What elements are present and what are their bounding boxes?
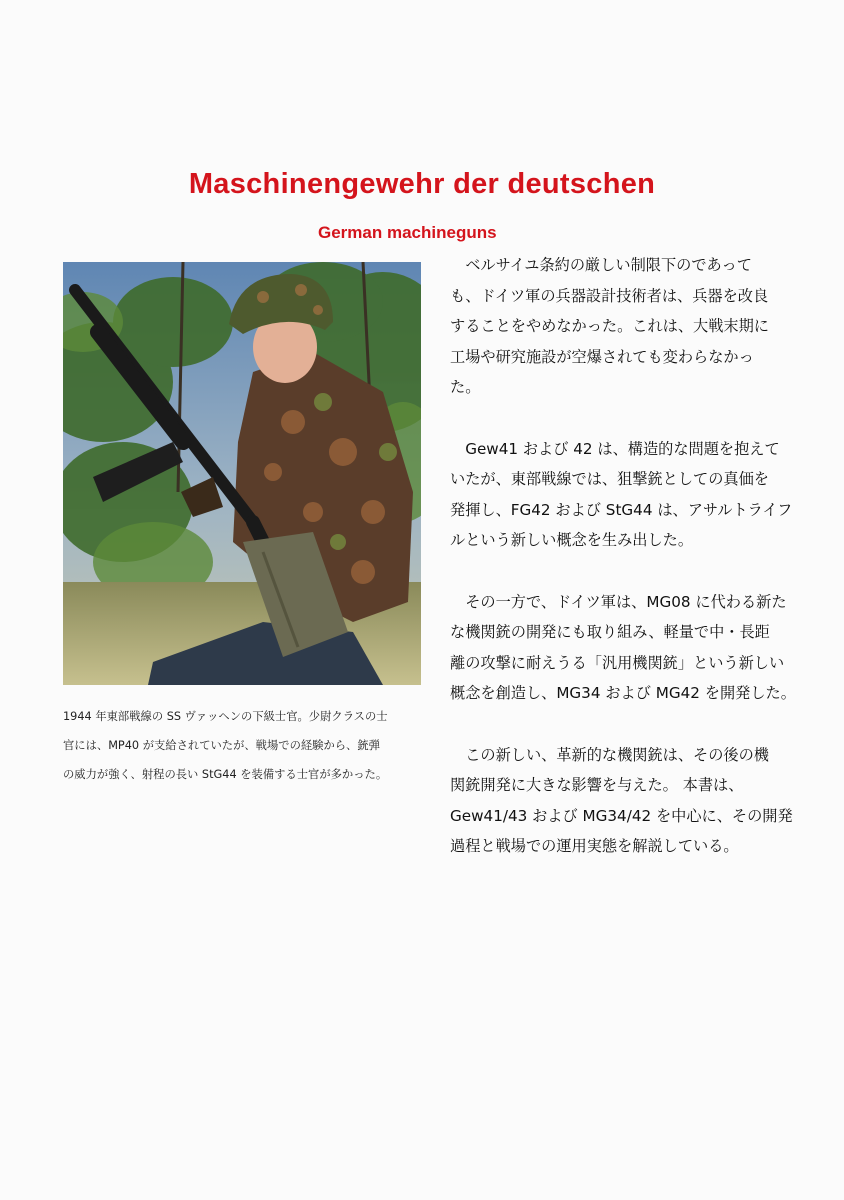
page-subtitle [0, 223, 844, 243]
text-line: Gew41/43 および MG34/42 を中心に、その開発 [450, 806, 793, 825]
caption-line: 1944 年東部戦線の SS ヴァッヘンの下級士官。少尉クラスの士 [63, 710, 388, 723]
text-line: 離の攻撃に耐えうる「汎用機関銃」という新しい [450, 653, 785, 672]
paragraph [450, 250, 810, 403]
text-line: た。 [450, 378, 481, 397]
text-line: 過程と戦場での運用実態を解説している。 [450, 837, 739, 856]
text-line: することをやめなかった。これは、大戦末期に [450, 317, 769, 336]
text-line: 工場や研究施設が空爆されても変わらなかっ [450, 347, 754, 366]
text-line: Gew41 および 42 は、構造的な問題を抱えて [450, 439, 780, 458]
photo-caption [63, 702, 431, 789]
text-line: ベルサイユ条約の厳しい制限下のであって [450, 256, 752, 274]
soldier-photo [63, 262, 421, 685]
paragraph [450, 740, 810, 862]
body-text [450, 250, 810, 892]
text-line: その一方で、ドイツ軍は、MG08 に代わる新た [450, 592, 787, 611]
text-line: 概念を創造し、MG34 および MG42 を開発した。 [450, 684, 796, 703]
text-line: 発揮し、FG42 および StG44 は、アサルトライフ [450, 500, 793, 519]
paragraph [450, 434, 810, 556]
subtitle-text: German machineguns [318, 223, 497, 242]
caption-line: 官には、MP40 が支給されていたが、戦場での経験から、銃弾 [63, 739, 380, 752]
text-line: な機関銃の開発にも取り組み、軽量で中・長距 [450, 623, 770, 642]
paragraph [450, 587, 810, 709]
text-line: も、ドイツ軍の兵器設計技術者は、兵器を改良 [450, 286, 769, 305]
text-line: いたが、東部戦線では、狙撃銃としての真価を [450, 470, 769, 489]
caption-line: の威力が強く、射程の長い StG44 を装備する士官が多かった。 [63, 768, 388, 781]
page-title: Maschinengewehr der deutschen [188, 168, 656, 200]
text-line: 関銃開発に大きな影響を与えた。 本書は、 [450, 776, 744, 795]
text-line: ルという新しい概念を生み出した。 [450, 531, 693, 550]
text-line: この新しい、革新的な機関銃は、その後の機 [450, 745, 769, 764]
